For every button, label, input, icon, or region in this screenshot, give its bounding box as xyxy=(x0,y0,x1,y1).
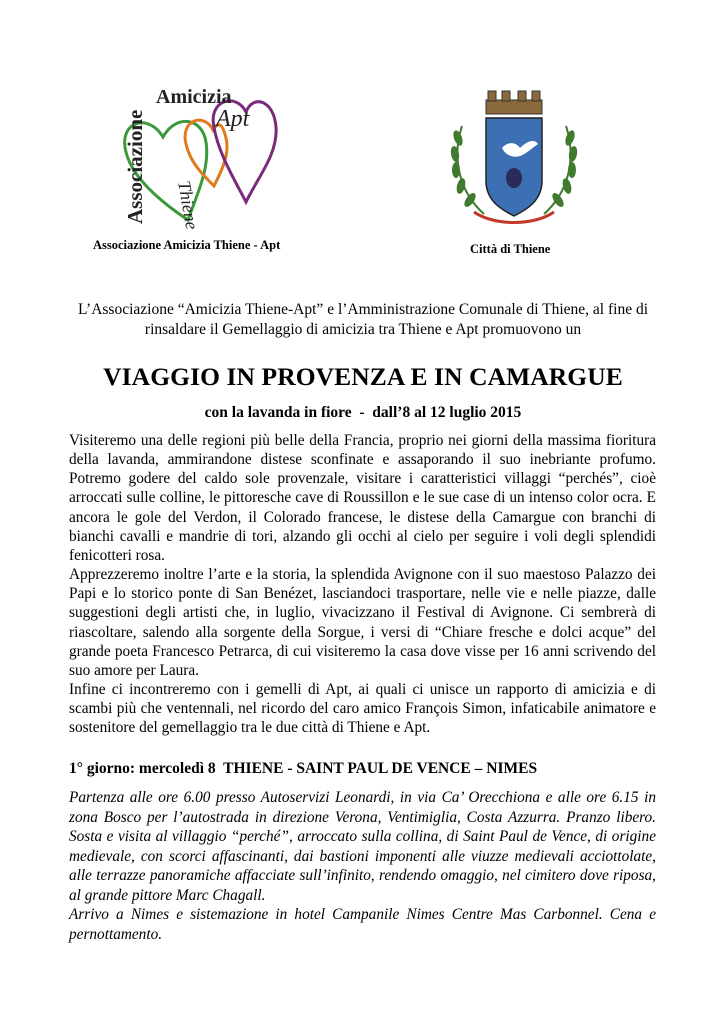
city-caption: Città di Thiene xyxy=(470,242,551,256)
logo-text-thiene: Thiene xyxy=(174,179,203,231)
logo-text-amicizia: Amicizia xyxy=(156,86,232,108)
body-text xyxy=(69,431,656,738)
page-subtitle: con la lavanda in fiore - dall’8 al 12 luglio 2015 xyxy=(204,404,522,421)
association-caption: Associazione Amicizia Thiene - Apt xyxy=(93,238,281,252)
intro-text: L’Associazione “Amicizia Thiene-Apt” e l’Amministrazione Comunale di Thiene, al fine di rinsaldare il Gemellaggio di amicizia tra Thiene e Apt promuovono un xyxy=(77,301,649,338)
itinerary-paragraph: Arrivo a Nimes e sistemazione in hotel Campanile Nimes Centre Mas Carbonnel. Cena e pernottamento. xyxy=(69,906,656,943)
body-paragraph: Apprezzeremo inoltre l’arte e la storia, la splendida Avignone con il suo maestoso Palazzo dei Papi e lo storico ponte di San Benézet, lasciandoci trasportare, nelle vie e nelle piazze, dalle suggestioni degli artisti che, in luglio, vivacizzano il Festival di Avignone. Ci sembrerà di riascoltare, salendo alla sorgente della Sorgue, i versi di “Chiare fresche e dolci acque” del grande poeta Francesco Petrarca, di cui visiteremo la casa dove visse per 16 anni scrivendo del suo amore per Laura. xyxy=(69,566,656,679)
itinerary-paragraph: Partenza alle ore 6.00 presso Autoservizi Leonardi, in via Ca’ Orecchiona e alle ore 6.15 in zona Bosco per l’autostrada in direzione Verona, Ventimiglia, Costa Azzurra. Pranzo libero. Sosta e visita al villaggio “perché”, arroccato sulla collina, di Saint Paul de Vence, di origine medievale, con scorci affascinanti, dai bastioni imponenti alle viuzze medievali acciottolate, alle terrazze panoramiche affacciate sull’infinito, rendendo omaggio, nel cimitero dove riposa, al grande pittore Marc Chagall. xyxy=(69,789,656,904)
day1-itinerary xyxy=(69,788,656,944)
page-title: VIAGGIO IN PROVENZA E IN CAMARGUE xyxy=(103,362,623,391)
grapes-icon xyxy=(506,168,522,188)
body-paragraph: Visiteremo una delle regioni più belle della Francia, proprio nei giorni della massima fioritura della lavanda, ammirandone distese sconfinate e assaporando il suo inebriante profumo. Potremo godere del caldo sole provenzale, visitare i caratteristici villaggi “perchés”, cioè arroccati sulle colline, le pittoresche cave di Roussillon e le sue case di un intenso color ocra. E ancora le gole del Verdon, il Colorado francese, le distese della Camargue con branchi di bianchi cavalli e mandrie di tori, alzando gli occhi al cielo per seguire i voli degli splendidi fenicotteri rosa. xyxy=(69,432,656,564)
association-logo xyxy=(118,82,288,232)
day1-heading: 1° giorno: mercoledì 8 THIENE - SAINT PAUL DE VENCE – NIMES xyxy=(69,760,538,777)
shield-icon xyxy=(486,118,542,216)
logo-text-associazione: Associazione xyxy=(123,109,147,224)
city-coat-of-arms xyxy=(444,86,584,236)
body-paragraph: Infine ci incontreremo con i gemelli di Apt, ai quali ci unisce un rapporto di amicizia e di scambi più che ventennali, nel ricordo del caro amico François Simon, infaticabile animatore e sostenitore del gemellaggio tra le due città di Thiene e Apt. xyxy=(69,681,656,737)
crown-icon xyxy=(486,91,542,114)
logo-text-apt: Apt xyxy=(216,106,250,132)
